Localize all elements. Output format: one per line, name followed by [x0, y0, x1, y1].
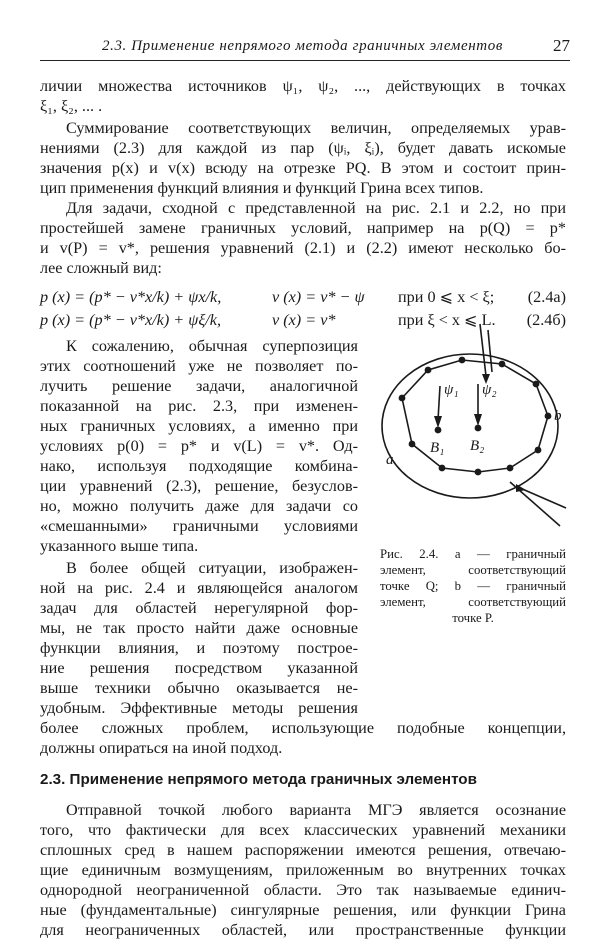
text-line: указанного выше типа.: [40, 537, 199, 555]
text-line: показанной на рис. 2.3, при изменен-: [40, 397, 358, 415]
label-b2: B₂: [470, 438, 485, 454]
node: [545, 413, 552, 420]
text-line: ные (фундаментальные) сингулярные решения, или функции Грина: [40, 901, 566, 919]
text-line: щие единичным возмущениям, приложенным во внутренних точках: [40, 861, 566, 879]
text-line: ние решения посредством указанной: [40, 659, 358, 677]
text-line: того, что фактически для всех классических уравнений механики: [40, 821, 566, 839]
equation-label: (2.4а): [527, 288, 566, 306]
text-line: личии множества источников ψ₁, ψ₂, ..., действующих в точках: [40, 77, 566, 95]
text-line: простейшей замене граничных условий, например на p(Q) = p*: [40, 219, 566, 237]
node: [399, 395, 406, 402]
text-line: лучить решение задачи, аналогичной: [40, 377, 358, 395]
pointer-line: [480, 324, 486, 376]
text-line: задач для областей нерегулярной фор-: [40, 599, 358, 617]
text-line: К сожалению, обычная суперпозиция: [66, 337, 358, 355]
text-line: однородной неограниченной области. Это так называемые единич-: [40, 881, 566, 899]
running-title: 2.3. Применение непрямого метода граничных элементов: [102, 38, 503, 54]
node: [535, 447, 542, 454]
text-line: В более общей ситуации, изображен-: [66, 559, 358, 577]
text-line: более сложных проблем, использующие подобные концепции,: [40, 719, 566, 737]
text-line: сплошных сред в нашем распоряжении имеются решения, отвечаю-: [40, 841, 566, 859]
text-line: для неограниченных областей, или пространственные функции: [40, 921, 566, 939]
node: [499, 361, 506, 368]
equation-label: (2.4б): [526, 311, 566, 329]
node: [409, 441, 416, 448]
node: [439, 465, 446, 472]
equation-lhs: p (x) = (p* − v*x/k) + ψξ/k,: [40, 311, 221, 329]
text-line: Суммирование соответствующих величин, определяемых урав-: [66, 119, 566, 137]
label-b: b: [554, 408, 562, 424]
page-number: 27: [553, 36, 570, 55]
text-line: цип применения функций влияния и функций Грина всех типов.: [40, 179, 484, 197]
text-line: удобным. Эффективные методы решения: [40, 699, 358, 717]
figure-2-4: [370, 312, 580, 544]
figure-caption-line: точке P.: [452, 611, 494, 625]
figure-caption-line: элемент, соответствующий: [380, 563, 566, 577]
label-a: a: [386, 452, 394, 468]
text-line: выше техники обычно оказывается не-: [40, 679, 358, 697]
text-line: нениями (2.3) для каждой из пар (ψᵢ, ξᵢ), будет давать искомые: [40, 139, 566, 157]
text-line: этих соотношений уже не позволяет по-: [40, 357, 358, 375]
text-line: Отправной точкой любого варианта МГЭ является осознание: [66, 801, 566, 819]
pointer-line: [488, 330, 492, 372]
text-line: ξ₁, ξ₂, ... .: [40, 97, 103, 115]
node: [507, 465, 514, 472]
node: [459, 357, 466, 364]
running-header: [40, 38, 570, 61]
figure-caption-line: точке Q; b — граничный: [380, 579, 566, 593]
text-line: мы, не так просто найти даже основные: [40, 619, 358, 637]
figure-caption-line: Рис. 2.4. a — граничный: [380, 547, 566, 561]
pointer-line: [520, 488, 566, 508]
node-b2: [475, 425, 482, 432]
text-line: должны опираться на иной подход.: [40, 739, 283, 757]
node: [475, 469, 482, 476]
equation-condition: при 0 ⩽ x < ξ;: [398, 288, 495, 306]
label-psi1: ψ₁: [444, 382, 459, 398]
equation-rhs: v (x) = v*: [272, 311, 336, 329]
text-line: «смешанными» граничными условиями: [40, 517, 358, 535]
equation-rhs: v (x) = v* − ψ: [272, 288, 365, 306]
text-line: лее сложный вид:: [40, 259, 162, 277]
equation-lhs: p (x) = (p* − v*x/k) + ψx/k,: [40, 288, 222, 306]
node: [533, 381, 540, 388]
node-b1: [435, 427, 442, 434]
text-line: Для задачи, сходной с представленной на рис. 2.1 и 2.2, но при: [66, 199, 566, 217]
text-line: нако, используя подходящие комбина-: [40, 457, 358, 475]
section-heading: 2.3. Применение непрямого метода граничных элементов: [40, 771, 477, 788]
text-line: функции влияния, и поэтому построе-: [40, 639, 358, 657]
node: [425, 367, 432, 374]
text-line: но, можно получить даже для задачи со: [40, 497, 358, 515]
text-line: и v(P) = v*, решения уравнений (2.1) и (2.2) имеют несколько бо-: [40, 239, 566, 257]
text-line: ции уравнений (2.3), решение, безуслов-: [40, 477, 358, 495]
text-line: ных граничных условиях, а именно при: [40, 417, 358, 435]
text-line: ной на рис. 2.4 и являющейся аналогом: [40, 579, 358, 597]
label-psi2: ψ₂: [482, 382, 497, 398]
equation-2-4a: [40, 286, 566, 308]
arrowhead: [434, 416, 442, 428]
text-line: значения p(x) и v(x) всюду на отрезке PQ. В этом и состоит прин-: [40, 159, 566, 177]
text-line: условиях p(0) = p* и v(L) = v*. Од-: [40, 437, 358, 455]
psi1-arrow: [438, 386, 440, 420]
equation-condition: при ξ < x ⩽ L.: [398, 311, 496, 329]
label-b1: B₁: [430, 440, 445, 456]
arrowhead: [474, 414, 482, 426]
figure-caption-line: элемент, соответствующий: [380, 595, 566, 609]
